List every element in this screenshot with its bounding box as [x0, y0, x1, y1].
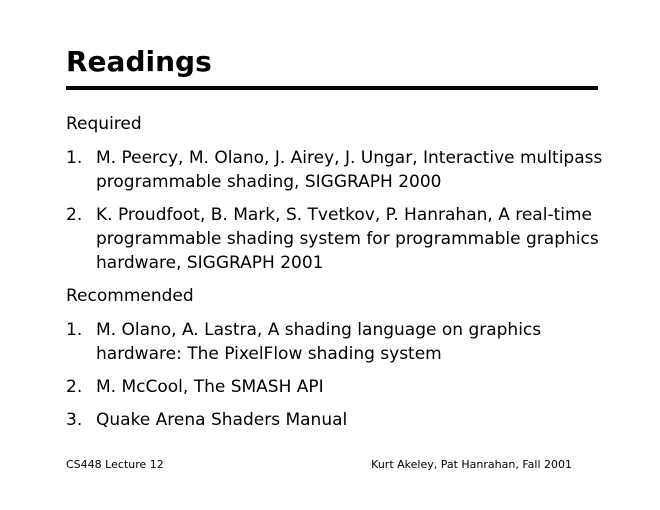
list-item-number: 2. — [66, 205, 83, 225]
list-item-number: 1. — [66, 148, 83, 168]
slide-title: Readings — [66, 45, 212, 78]
section-heading-recommended: Recommended — [66, 286, 194, 306]
list-item — [66, 203, 606, 275]
list-item — [66, 375, 606, 399]
list-item-number: 3. — [66, 410, 83, 430]
slide-content — [66, 112, 606, 441]
list-item — [66, 318, 606, 366]
section-heading-required: Required — [66, 114, 142, 134]
list-item — [66, 408, 606, 432]
list-item-text: Quake Arena Shaders Manual — [96, 410, 348, 430]
title-divider — [66, 86, 598, 90]
list-item-text: K. Proudfoot, B. Mark, S. Tvetkov, P. Hanrahan, A real-time programmable shading system for programmable graphics hardware, SIGGRAPH 2001 — [96, 205, 599, 273]
list-item-text: M. Peercy, M. Olano, J. Airey, J. Ungar, Interactive multipass programmable shading, SIGGRAPH 2000 — [96, 148, 603, 192]
required-section — [66, 112, 606, 275]
recommended-reading-list — [66, 318, 606, 432]
list-item-number: 1. — [66, 320, 83, 340]
footer-authors: Kurt Akeley, Pat Hanrahan, Fall 2001 — [371, 458, 572, 471]
list-item-text: M. McCool, The SMASH API — [96, 377, 324, 397]
footer-course-label: CS448 Lecture 12 — [66, 458, 164, 471]
recommended-section — [66, 284, 606, 432]
list-item-text: M. Olano, A. Lastra, A shading language on graphics hardware: The PixelFlow shading system — [96, 320, 542, 364]
list-item-number: 2. — [66, 377, 83, 397]
required-reading-list — [66, 146, 606, 275]
list-item — [66, 146, 606, 194]
